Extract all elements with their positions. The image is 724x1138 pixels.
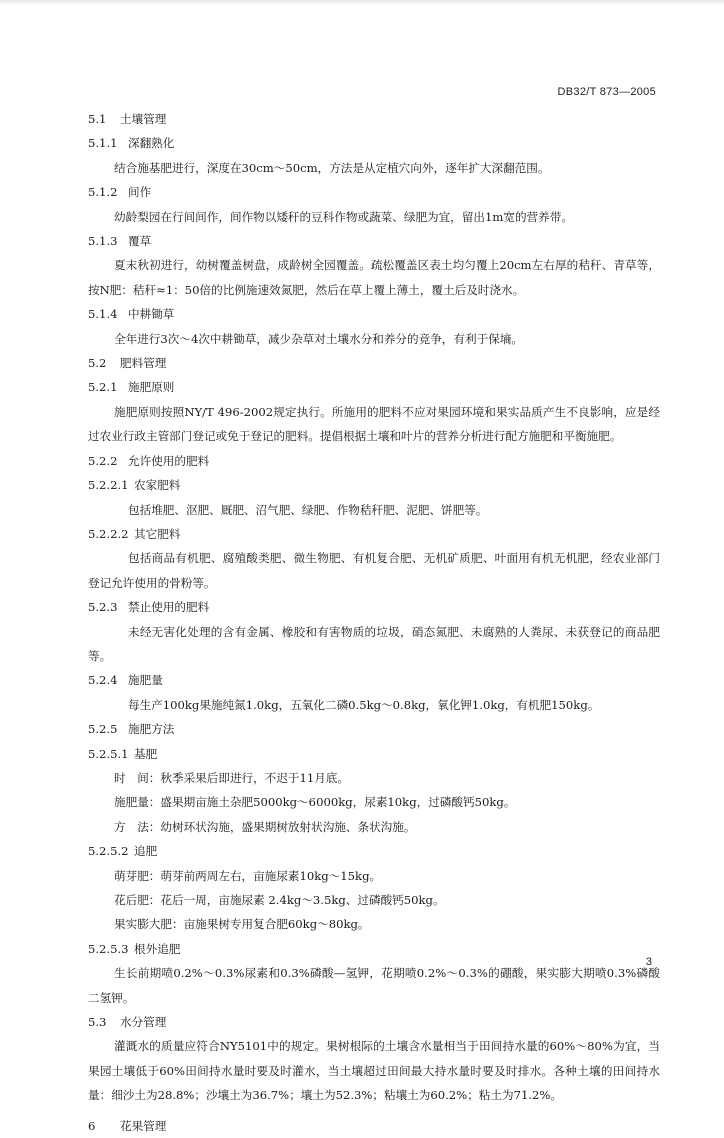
paragraph: 包括堆肥、沤肥、厩肥、沼气肥、绿肥、作物秸秆肥、泥肥、饼肥等。 <box>128 502 488 517</box>
section-heading: 6 花果管理 <box>88 1118 167 1133</box>
section-heading: 5.1.3 覆草 <box>88 234 152 249</box>
list-item: 方 法：幼树环状沟施，盛果期树放射状沟施、条状沟施。 <box>114 819 416 834</box>
section-heading: 5.1 土壤管理 <box>88 112 167 126</box>
section-heading: 5.2.5.1 基肥 <box>88 746 158 761</box>
section-heading: 5.2 肥料管理 <box>88 356 167 371</box>
paragraph: 包括商品有机肥、腐殖酸类肥、微生物肥、有机复合肥、无机矿质肥、叶面用有机无机肥，经农业部门登记允许使用的骨粉等。 <box>88 551 660 590</box>
paragraph: 夏末秋初进行，幼树覆盖树盘，成龄树全园覆盖。疏松覆盖区表土均匀覆上20cm左右厚的秸秆、青草等，按N肥：秸秆≈1：50倍的比例施速效氮肥，然后在草上覆上薄土，覆土后及时浇水。 <box>88 258 660 297</box>
list-item: 果实膨大肥：亩施果树专用复合肥60kg～80kg。 <box>114 917 370 932</box>
section-heading: 5.1.4 中耕锄草 <box>88 307 175 322</box>
document-code: DB32/T 873—2005 <box>557 86 656 98</box>
section-heading: 5.1.1 深翻熟化 <box>88 136 175 151</box>
paragraph: 生长前期喷0.2%～0.3%尿素和0.3%磷酸—氢钾，花期喷0.2%～0.3%的硼酸，果实膨大期喷0.3%磷酸二氢钾。 <box>88 966 660 1005</box>
section-heading: 5.2.4 施肥量 <box>88 673 163 688</box>
section-heading: 5.2.1 施肥原则 <box>88 380 175 395</box>
list-item: 萌芽肥：萌芽前两周左右，亩施尿素10kg～15kg。 <box>114 868 382 883</box>
section-heading: 5.2.2.1 农家肥料 <box>88 478 181 493</box>
page-number: 3 <box>645 956 652 968</box>
list-item: 时 间：秋季采果后即进行，不迟于11月底。 <box>114 770 350 785</box>
paragraph: 每生产100kg果施纯氮1.0kg，五氧化二磷0.5kg～0.8kg，氧化钾1.0kg，有机肥150kg。 <box>128 697 600 712</box>
paragraph: 灌溉水的质量应符合NY5101中的规定。果树根际的土壤含水量相当于田间持水量的60%～80%为宜，当果园土壤低于60%田间持水量时要及时灌水，当土壤超过田间最大持水量时要及时排水。各种土壤的田间持水量：细沙土为28.8%；沙壤土为36.7%；壤土为52.3%；粘壤土为60.2%；粘土为71.2%。 <box>88 1039 660 1103</box>
list-item: 花后肥：花后一周，亩施尿素 2.4kg～3.5kg、过磷酸钙50kg。 <box>114 893 445 907</box>
section-heading: 5.2.2 允许使用的肥料 <box>88 453 210 468</box>
section-heading: 5.2.2.2 其它肥料 <box>88 526 181 541</box>
document-body <box>88 107 660 1138</box>
scan-edge <box>0 0 724 6</box>
paragraph: 幼龄梨园在行间间作，间作物以矮秆的豆科作物或蔬菜、绿肥为宜，留出1m宽的营养带。 <box>114 209 573 224</box>
section-heading: 5.1.2 间作 <box>88 185 152 200</box>
paragraph: 施肥原则按照NY/T 496-2002规定执行。所施用的肥料不应对果园环境和果实品质产生不良影响，应是经过农业行政主管部门登记或免于登记的肥料。提倡根据土壤和叶片的营养分析进行配方施肥和平衡施肥。 <box>88 404 660 444</box>
section-heading: 5.2.5 施肥方法 <box>88 722 175 737</box>
paragraph: 未经无害化处理的含有金属、橡胶和有害物质的垃圾，硝态氮肥、未腐熟的人粪尿、未获登记的商品肥等。 <box>88 624 660 663</box>
list-item: 施肥量：盛果期亩施土杂肥5000kg～6000kg，尿素10kg，过磷酸钙50kg。 <box>114 795 516 810</box>
paragraph: 结合施基肥进行，深度在30cm～50cm，方法是从定植穴向外，逐年扩大深翻范围。 <box>114 160 550 175</box>
paragraph: 全年进行3次～4次中耕锄草，减少杂草对土壤水分和养分的竞争，有利于保墒。 <box>114 331 523 346</box>
section-heading: 5.2.5.3 根外追肥 <box>88 941 181 956</box>
section-heading: 5.2.5.2 追肥 <box>88 844 158 859</box>
section-heading: 5.2.3 禁止使用的肥料 <box>88 600 210 615</box>
section-heading: 5.3 水分管理 <box>88 1015 167 1030</box>
